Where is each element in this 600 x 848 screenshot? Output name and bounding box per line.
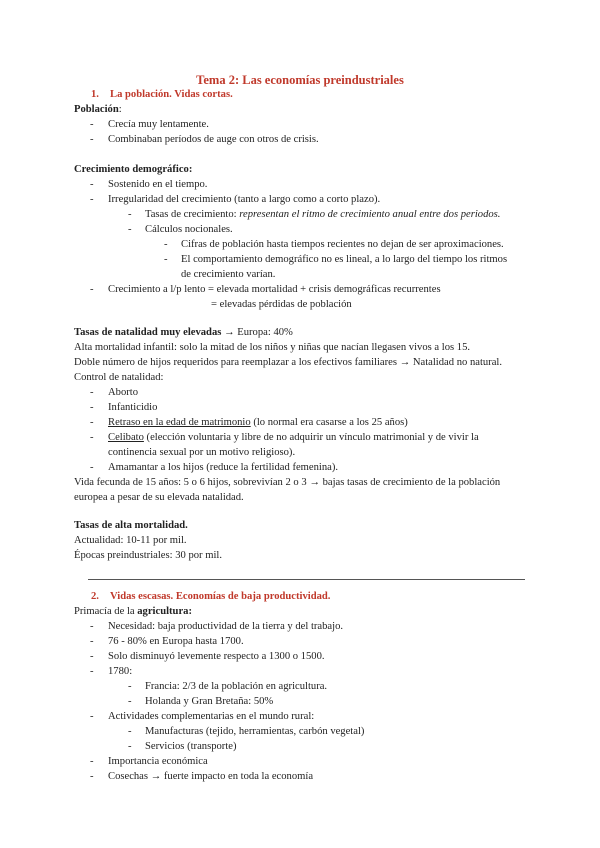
- list-item: Importancia económica: [108, 756, 208, 767]
- bullet: -: [90, 432, 94, 443]
- bullet: -: [90, 179, 94, 190]
- section1-heading: La población. Vidas cortas.: [110, 89, 233, 100]
- list-item: Servicios (transporte): [145, 741, 237, 752]
- list-item: 76 - 80% en Europa hasta 1700.: [108, 636, 244, 647]
- document-title: Tema 2: Las economías preindustriales: [196, 73, 404, 87]
- list-item: Necesidad: baja productividad de la tierra y del trabajo.: [108, 621, 344, 632]
- list-item: Crecimiento a l/p lento = elevada mortalidad + crisis demográficas recurrentes: [108, 284, 441, 295]
- poblacion-heading: Población:: [74, 104, 122, 115]
- list-item: Solo disminuyó levemente respecto a 1300 o 1500.: [108, 651, 325, 662]
- crecimiento-heading: Crecimiento demográfico:: [74, 164, 193, 175]
- bullet: -: [128, 224, 132, 235]
- bullet: -: [90, 756, 94, 767]
- bullet: -: [128, 209, 132, 220]
- list-item: Retraso en la edad de matrimonio (lo normal era casarse a los 25 años): [108, 417, 408, 428]
- list-item-continuation: continencia sexual por un motivo religioso).: [108, 447, 296, 458]
- paragraph-line: Control de natalidad:: [74, 372, 164, 383]
- divider: [88, 579, 525, 580]
- list-item: 1780:: [108, 666, 133, 677]
- section1-number: 1.: [91, 89, 99, 100]
- list-item: Cosechas → fuerte impacto en toda la economía: [108, 771, 314, 782]
- list-item: Combinaban períodos de auge con otros de crisis.: [108, 134, 319, 145]
- bullet: -: [90, 402, 94, 413]
- bullet: -: [90, 462, 94, 473]
- list-item: El comportamiento demográfico no es lineal, a lo largo del tiempo los ritmos: [181, 254, 508, 265]
- bullet: -: [90, 387, 94, 398]
- list-item-continuation: de crecimiento varían.: [181, 269, 276, 280]
- list-item: Holanda y Gran Bretaña: 50%: [145, 696, 274, 707]
- bullet: -: [90, 194, 94, 205]
- bullet: -: [90, 711, 94, 722]
- bullet: -: [128, 741, 132, 752]
- paragraph-line: Épocas preindustriales: 30 por mil.: [74, 550, 222, 561]
- bullet: -: [90, 119, 94, 130]
- bullet: -: [90, 134, 94, 145]
- bullet: -: [90, 417, 94, 428]
- bullet: -: [90, 621, 94, 632]
- list-item: Cálculos nocionales.: [145, 224, 233, 235]
- agricultura-heading: Primacía de la agricultura:: [74, 606, 192, 617]
- list-item: Cifras de población hasta tiempos recientes no dejan de ser aproximaciones.: [181, 239, 504, 250]
- paragraph-line: Vida fecunda de 15 años: 5 o 6 hijos, sobrevivían 2 o 3 → bajas tasas de crecimiento de la población: [74, 477, 501, 488]
- bullet: -: [128, 696, 132, 707]
- list-item: Francia: 2/3 de la población en agricultura.: [145, 681, 328, 692]
- bullet: -: [90, 651, 94, 662]
- bullet: -: [164, 254, 168, 265]
- bullet: -: [90, 284, 94, 295]
- paragraph-line: Doble número de hijos requeridos para reemplazar a los efectivos familiares → Natalidad no natural.: [74, 357, 503, 368]
- bullet: -: [90, 636, 94, 647]
- section2-number: 2.: [91, 591, 99, 602]
- paragraph-line: europea a pesar de su elevada natalidad.: [74, 492, 244, 503]
- list-item: Infanticidio: [108, 402, 158, 413]
- paragraph-line: Alta mortalidad infantil: solo la mitad de los niños y niñas que nacían llegasen vivos a los 15.: [74, 342, 471, 353]
- natalidad-heading: Tasas de natalidad muy elevadas → Europa: 40%: [74, 327, 293, 338]
- list-item: Manufacturas (tejido, herramientas, carbón vegetal): [145, 726, 365, 737]
- list-item: Irregularidad del crecimiento (tanto a largo como a corto plazo).: [108, 194, 381, 205]
- list-item: Tasas de crecimiento: representan el ritmo de crecimiento anual entre dos periodos.: [145, 209, 501, 220]
- list-item: Celibato (elección voluntaria y libre de no adquirir un vínculo matrimonial y de vivir la: [108, 432, 479, 443]
- bullet: -: [128, 681, 132, 692]
- section2-heading: Vidas escasas. Economías de baja productividad.: [110, 591, 331, 602]
- bullet: -: [90, 771, 94, 782]
- paragraph-line: Actualidad: 10-11 por mil.: [74, 535, 187, 546]
- mortalidad-heading: Tasas de alta mortalidad.: [74, 520, 188, 531]
- list-item: Sostenido en el tiempo.: [108, 179, 208, 190]
- list-item: Aborto: [108, 387, 139, 398]
- bullet: -: [90, 666, 94, 677]
- list-item: Crecía muy lentamente.: [108, 119, 209, 130]
- list-item: Amamantar a los hijos (reduce la fertilidad femenina).: [108, 462, 339, 473]
- list-item-continuation: = elevadas pérdidas de población: [211, 299, 352, 310]
- list-item: Actividades complementarias en el mundo rural:: [108, 711, 315, 722]
- bullet: -: [164, 239, 168, 250]
- bullet: -: [128, 726, 132, 737]
